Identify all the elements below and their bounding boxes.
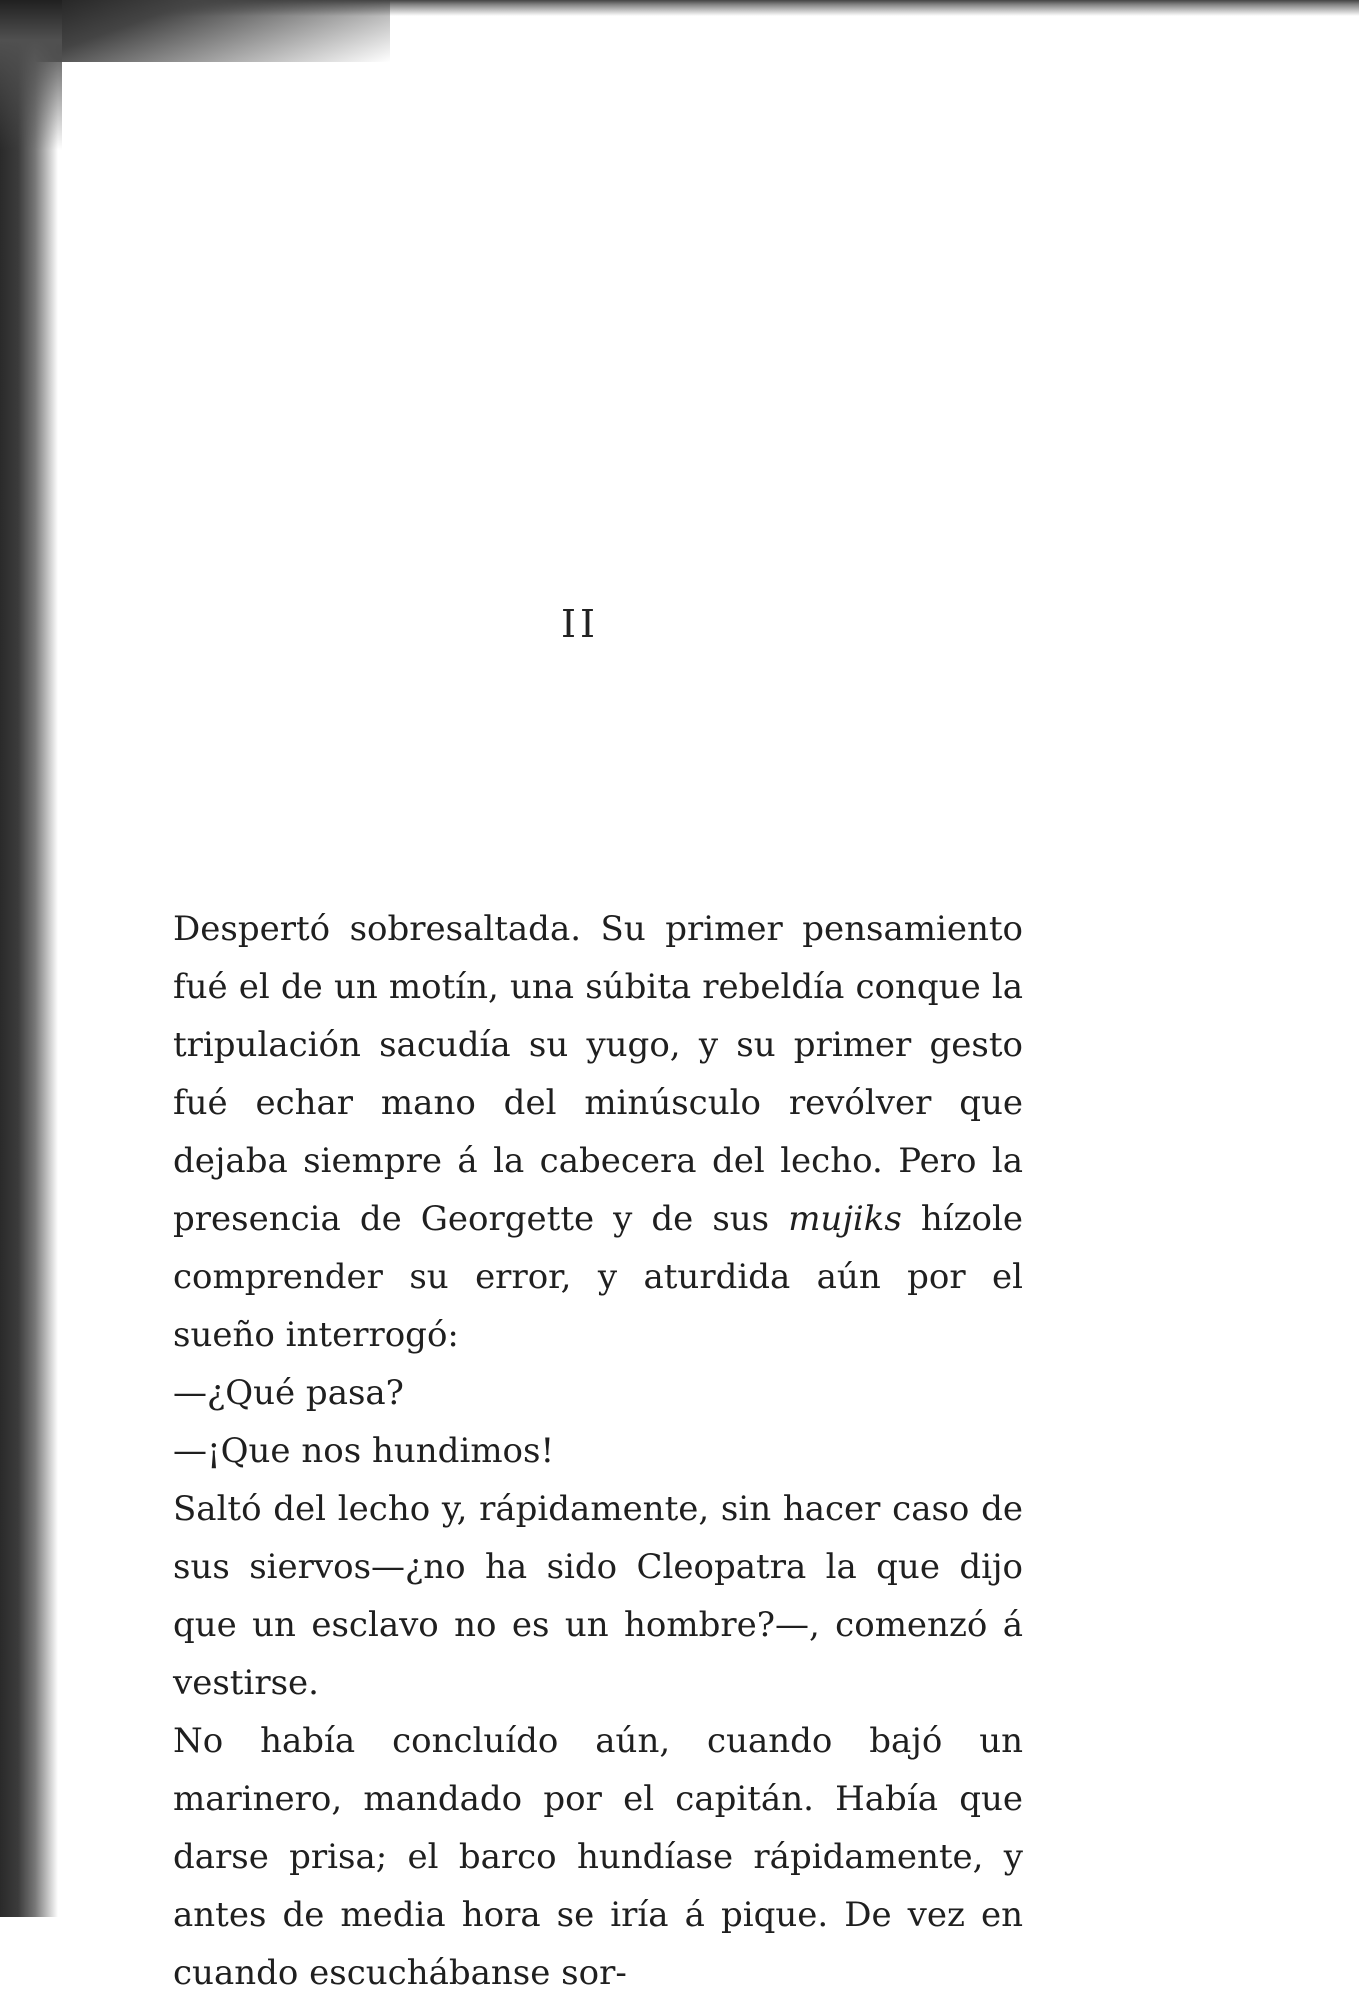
body-text — [173, 900, 1023, 2002]
paragraph-1 — [173, 900, 1023, 1364]
dialogue-line-2: —¡Que nos hundimos! — [173, 1431, 555, 1471]
chapter-heading: II — [560, 602, 600, 646]
paragraph-3: Saltó del lecho y, rápidamente, sin hacer caso de sus siervos—¿no ha sido Cleopatra la que dijo que un esclavo no es un hombre?—, comenzó á vestirse. — [173, 1489, 1023, 1703]
paragraph-1-text-before: Despertó sobresaltada. Su primer pensamiento fué el de un motín, una súbita rebeldía conque la tripulación sacudía su yugo, y su primer gesto fué echar mano del minúsculo revólver que dejaba siempre á la cabecera del lecho. Pero la presencia de Georgette y de sus — [173, 909, 1023, 1239]
scan-shadow-binding — [0, 0, 58, 1917]
dialogue-line-1: —¿Qué pasa? — [173, 1373, 404, 1413]
paragraph-4: No había concluído aún, cuando bajó un marinero, mandado por el capitán. Había que darse prisa; el barco hundíase rápidamente, y antes de media hora se iría á pique. De vez en cuando escuchábanse sor- — [173, 1721, 1023, 1993]
paragraph-1-text-after: hízole comprender su error, y aturdida aún por el sueño interrogó: — [173, 1199, 1023, 1355]
italic-word: mujiks — [788, 1199, 902, 1239]
